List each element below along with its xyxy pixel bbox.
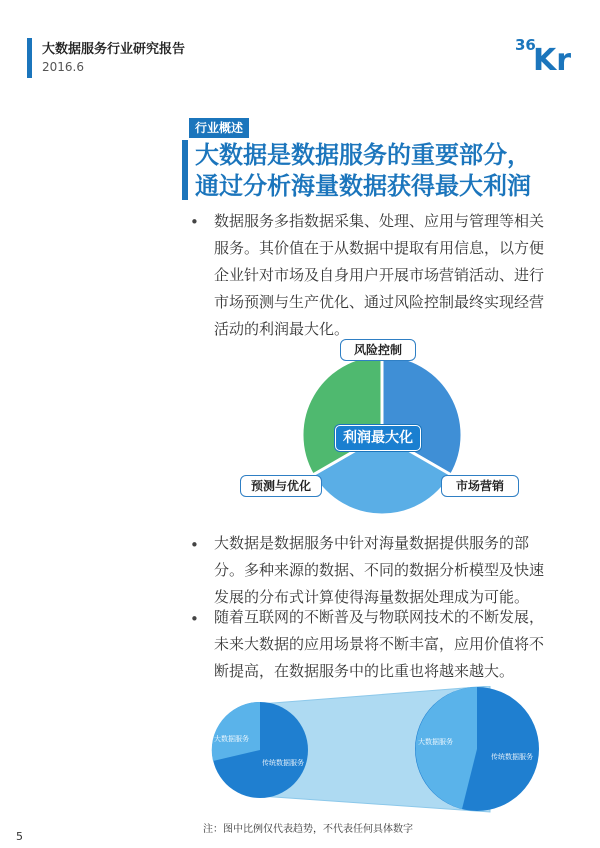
- bullet-icon: •: [190, 536, 199, 554]
- report-date: 2016.6: [42, 60, 84, 74]
- bullet-icon: •: [190, 213, 199, 231]
- 36kr-logo: [515, 30, 581, 74]
- section-tag: 行业概述: [189, 118, 249, 138]
- small-pie-big-label: 大数据服务: [214, 735, 249, 743]
- title-accent-bar: [182, 140, 188, 200]
- header-accent-bar: [27, 38, 32, 78]
- small-pie-trad-label: 传统数据服务: [262, 759, 304, 767]
- section-title-line2: 通过分析海量数据获得最大利润: [195, 172, 531, 200]
- large-pie-trad-label: 传统数据服务: [491, 753, 533, 761]
- svg-text:36: 36: [515, 36, 536, 54]
- label-risk-control: 风险控制: [340, 339, 416, 361]
- trend-comparison-graphic: [200, 686, 550, 814]
- label-profit-max: 利润最大化: [335, 425, 421, 451]
- page-number: 5: [16, 830, 23, 843]
- bullet-text-2: 大数据是数据服务中针对海量数据提供服务的部分。多种来源的数据、不同的数据分析模型及快速发展的分布式计算使得海量数据处理成为可能。: [214, 534, 545, 606]
- bullet-icon: •: [190, 610, 199, 628]
- label-forecast-optimize: 预测与优化: [240, 475, 322, 497]
- label-marketing: 市场营销: [441, 475, 519, 497]
- section-title: [195, 140, 531, 202]
- large-pie-big-label: 大数据服务: [418, 738, 453, 746]
- bullet-text-3: 随着互联网的不断普及与物联网技术的不断发展，未来大数据的应用场景将不断丰富，应用价值将不断提高，在数据服务中的比重也将越来越大。: [214, 608, 545, 680]
- section-title-line1: 大数据是数据服务的重要部分，: [195, 141, 531, 169]
- report-title: 大数据服务行业研究报告: [42, 42, 186, 57]
- svg-text:Kr: Kr: [533, 43, 572, 74]
- chart-note: 注：图中比例仅代表趋势，不代表任何具体数字: [203, 824, 413, 835]
- bullet-text-1: 数据服务多指数据采集、处理、应用与管理等相关服务。其价值在于从数据中提取有用信息，以方便企业针对市场及自身用户开展市场营销活动、进行市场预测与生产优化、通过风险控制最终实现经营活动的利润最大化。: [214, 212, 545, 338]
